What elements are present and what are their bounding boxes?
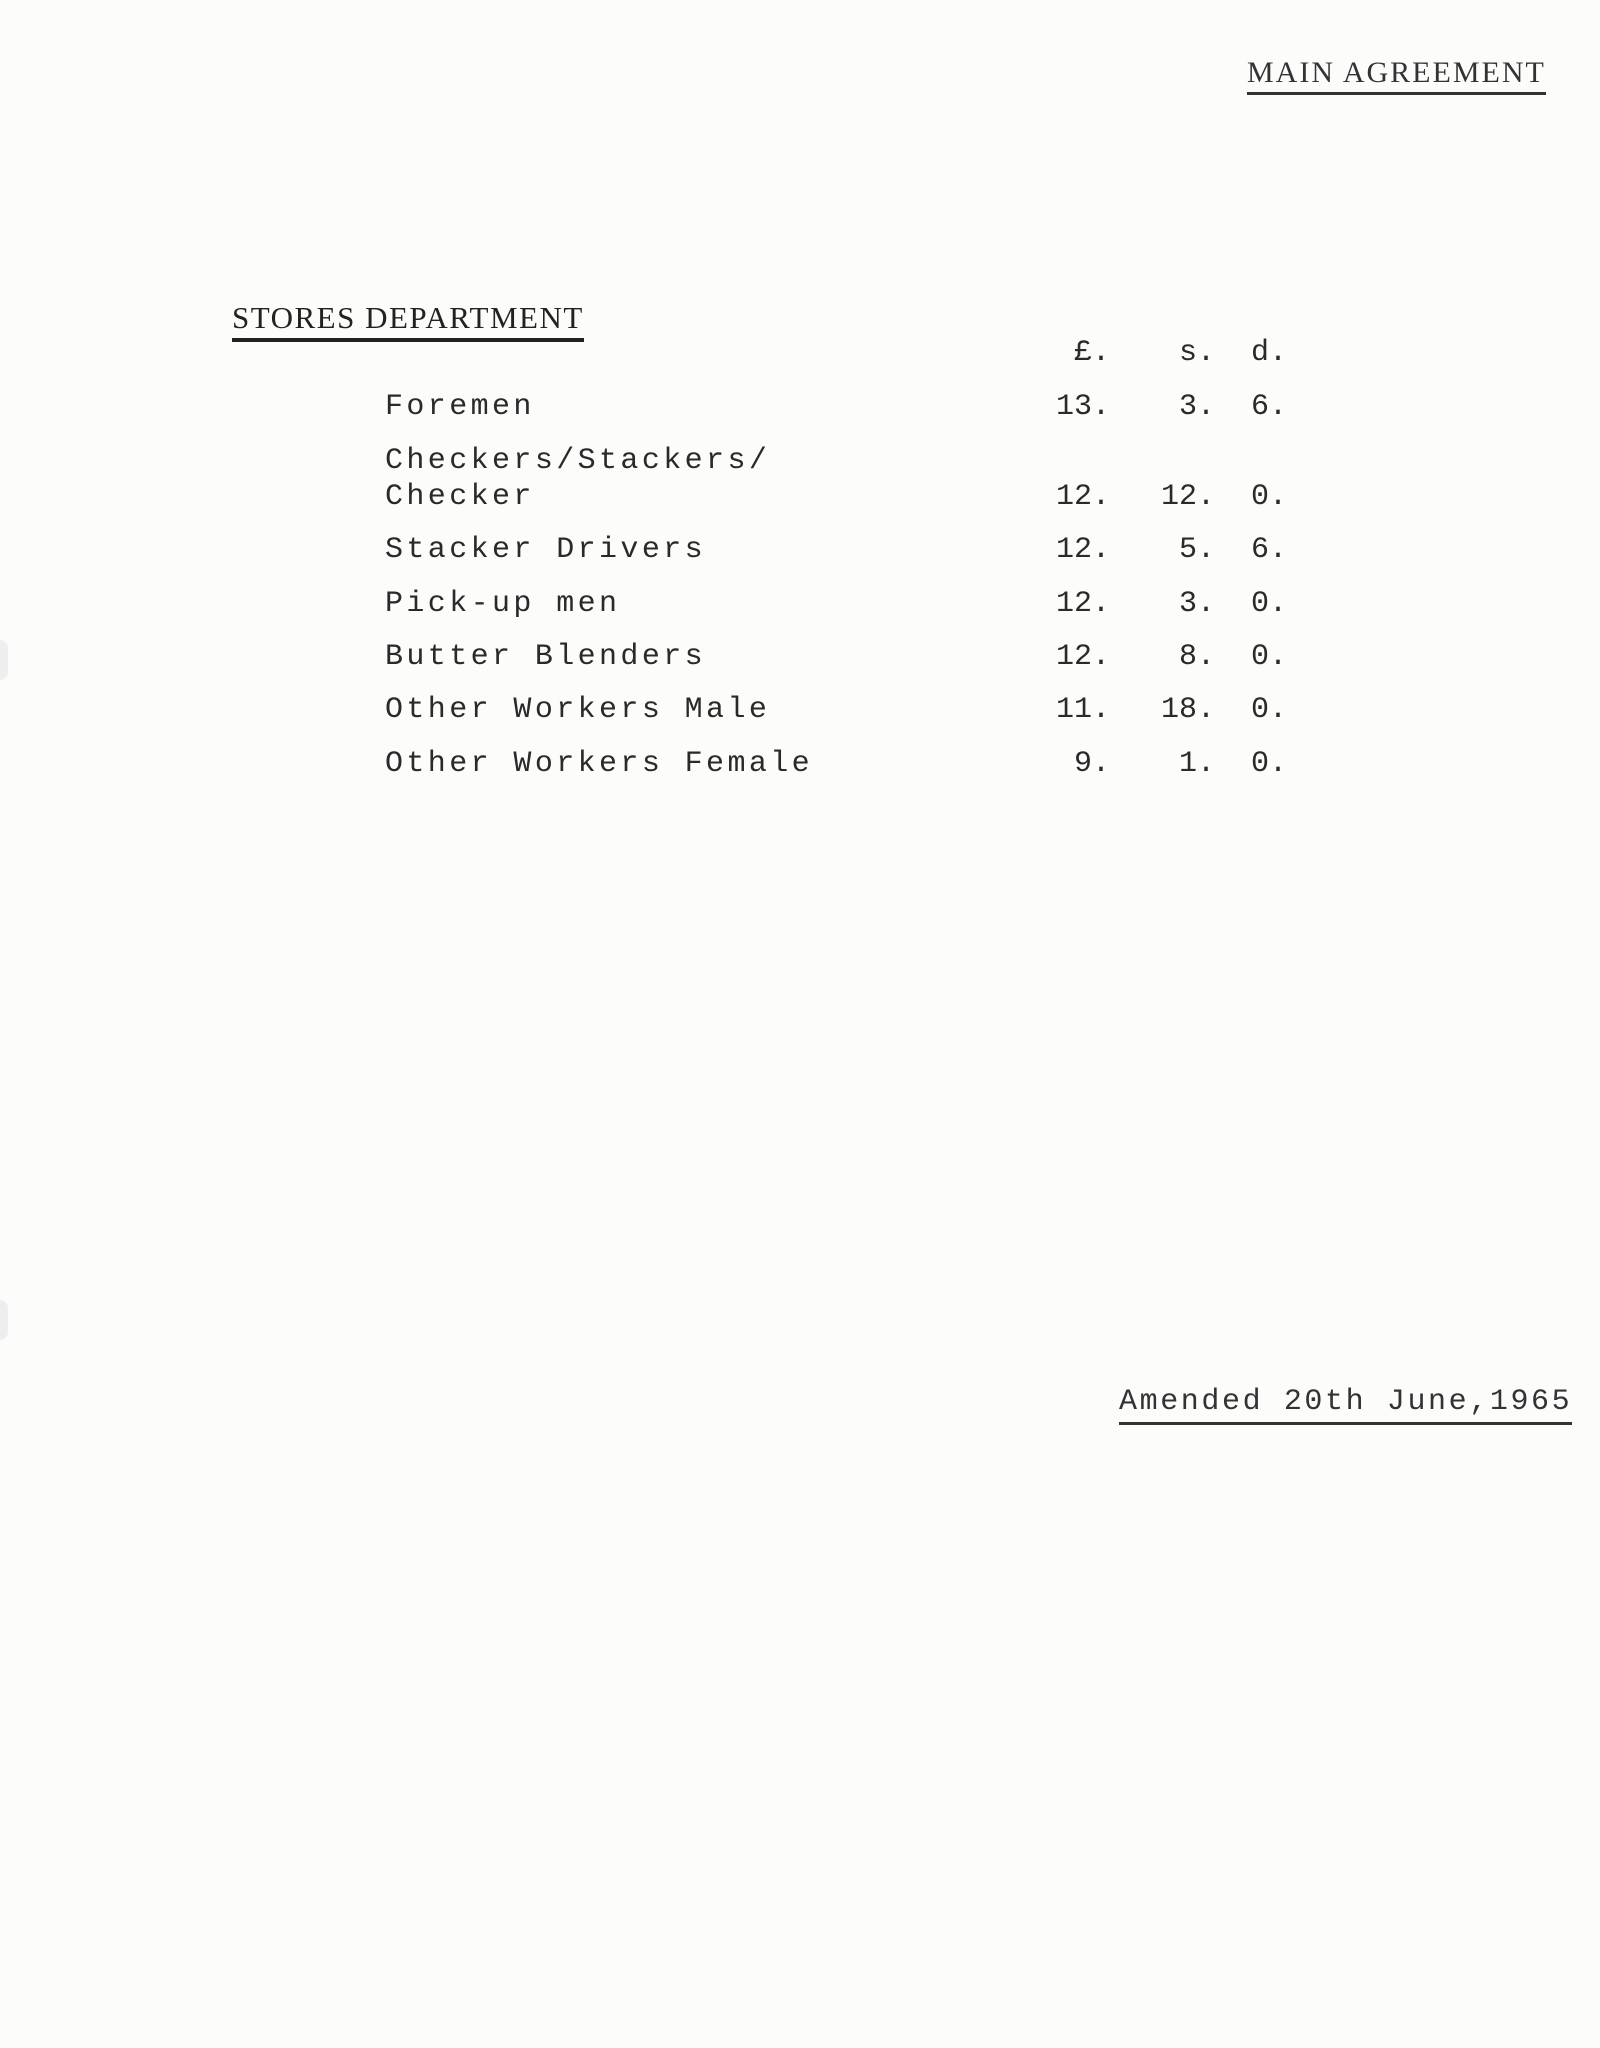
row-amount <box>1040 589 1287 619</box>
amount-pounds: 12. <box>1055 587 1110 621</box>
row-amount <box>1040 695 1287 725</box>
amount-pounds: 12. <box>1055 533 1110 567</box>
row-amount <box>1040 749 1287 779</box>
row-amount <box>1040 482 1287 512</box>
amount-pence: 0. <box>1250 747 1287 781</box>
amount-shillings: 3. <box>1178 390 1215 424</box>
row-label: Foremen <box>385 390 535 424</box>
col-shillings: s. <box>1178 336 1215 370</box>
punch-hole-mark <box>0 1300 8 1340</box>
punch-hole-mark <box>0 640 8 680</box>
amount-pence: 0. <box>1250 587 1287 621</box>
row-amount <box>1040 392 1287 422</box>
row-label: Butter Blenders <box>385 640 707 674</box>
amount-shillings: 12. <box>1160 480 1215 514</box>
row-label: Checkers/Stackers/ <box>385 444 771 478</box>
amount-pence: 0. <box>1250 693 1287 727</box>
column-headers <box>1040 338 1287 368</box>
document-header: MAIN AGREEMENT <box>1247 56 1546 95</box>
row-label: Other Workers Male <box>385 693 771 727</box>
col-pounds: £. <box>1073 336 1110 370</box>
row-amount <box>1040 535 1287 565</box>
amount-pence: 6. <box>1250 390 1287 424</box>
amount-pounds: 12. <box>1055 480 1110 514</box>
amount-pounds: 11. <box>1055 693 1110 727</box>
amount-shillings: 18. <box>1160 693 1215 727</box>
row-label-cont: Checker <box>385 480 535 514</box>
amount-shillings: 8. <box>1178 640 1215 674</box>
amount-shillings: 1. <box>1178 747 1215 781</box>
amount-pounds: 9. <box>1073 747 1110 781</box>
amount-pence: 0. <box>1250 640 1287 674</box>
amount-pence: 6. <box>1250 533 1287 567</box>
col-pence: d. <box>1250 336 1287 370</box>
amount-shillings: 5. <box>1178 533 1215 567</box>
row-label: Pick-up men <box>385 587 621 621</box>
section-title: STORES DEPARTMENT <box>232 300 584 342</box>
row-label: Other Workers Female <box>385 747 814 781</box>
amount-pounds: 12. <box>1055 640 1110 674</box>
amount-pounds: 13. <box>1055 390 1110 424</box>
row-amount <box>1040 642 1287 672</box>
row-label: Stacker Drivers <box>385 533 707 567</box>
amended-date: Amended 20th June,1965 <box>1119 1385 1572 1425</box>
amount-shillings: 3. <box>1178 587 1215 621</box>
amount-pence: 0. <box>1250 480 1287 514</box>
